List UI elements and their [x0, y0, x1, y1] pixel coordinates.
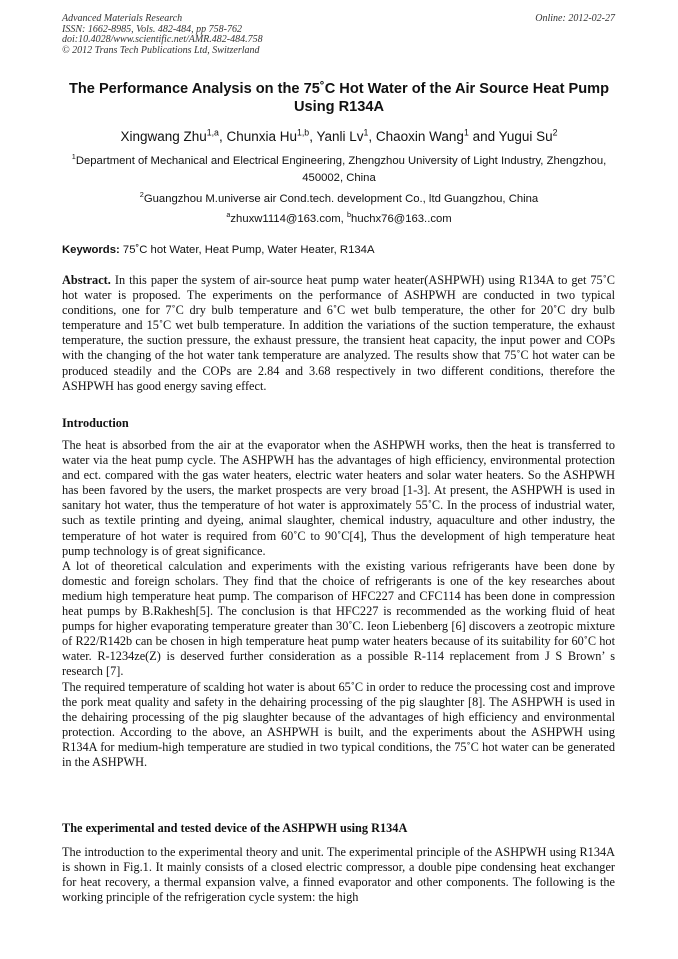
- paper-title: The Performance Analysis on the 75˚C Hot Water of the Air Source Heat Pump Using R134A: [68, 81, 610, 115]
- author-sup: 2: [552, 127, 558, 138]
- keywords-label: Keywords:: [62, 244, 120, 256]
- author-name: Yanli Lv: [316, 129, 364, 144]
- affiliation-1: [62, 153, 616, 186]
- keywords-text: 75˚C hot Water, Heat Pump, Water Heater, R134A: [122, 244, 375, 256]
- author-sup: 1,b: [297, 127, 310, 138]
- author-name: Chunxia Hu: [226, 129, 297, 144]
- affiliation-text: Department of Mechanical and Electrical Engineering, Zhengzhou University of Light Industry, Zhengzhou, 450002, China: [75, 155, 607, 184]
- email-sup: a: [226, 210, 231, 220]
- section-body: [62, 845, 615, 905]
- paragraph: The introduction to the experimental theory and unit. The experimental principle of the ASHPWH using R134A is shown in Fig.1. It mainly consists of a closed electric compressor, a double pipe condensing heat exchanger for heat recovery, a thermal expansion valve, a finned evaporator and other components. The following is the working principle of the refrigeration cycle system: the high: [62, 845, 615, 905]
- email-link[interactable]: huchx76@163..com: [351, 213, 452, 225]
- affiliation-sup: 1: [71, 152, 76, 162]
- author-sup: 1,a: [206, 127, 219, 138]
- author-name: Chaoxin Wang: [375, 129, 464, 144]
- journal-header: [62, 14, 263, 56]
- affiliation-2: [62, 191, 616, 208]
- author-name: Xingwang Zhu: [120, 129, 207, 144]
- author-sup: 1: [463, 127, 469, 138]
- copyright-line: © 2012 Trans Tech Publications Ltd, Switzerland: [62, 44, 260, 56]
- abstract-label: Abstract.: [62, 273, 111, 287]
- email-sup: b: [346, 210, 352, 220]
- abstract-text: In this paper the system of air-source heat pump water heater(ASHPWH) using R134A to get 75˚C hot water is proposed. The experiments on the performance of ASHPWH are conducted in two typical conditions, one for 7˚C dry bulb temperature and 6˚C wet bulb temperature, the other for 20˚C dry bulb temperature and 15˚C wet bulb temperature. In addition the variations of the suction temperature, the exhaust temperature, the suction pressure, the exhaust pressure, the transient heat capacity, the input power and COPs with the changing of the hot water tank temperature are analyzed. The results show that 75˚C hot water can be produced steadily and the COPs are 2.84 and 3.68 respectively in two different conditions, therefore the ASHPWH has good energy saving effect.: [62, 273, 615, 393]
- abstract: [62, 273, 615, 394]
- affiliation-text: Guangzhou M.universe air Cond.tech. development Co., ltd Guangzhou, China: [143, 193, 539, 205]
- affiliation-sup: 2: [139, 190, 144, 200]
- doi-line: doi:10.4028/www.scientific.net/AMR.482-484.758: [62, 34, 263, 45]
- introduction-heading: Introduction: [62, 416, 129, 430]
- paragraph: A lot of theoretical calculation and experiments with the existing various refrigerants have been done by domestic and foreign scholars. They find that the choice of refrigerants is one of the key researches about medium high temperature heat pump. The comparison of HFC227 and CFC114 has been done in compression heat pumps by B.Rakhesh[5]. The conclusion is that HFC227 is recommended as the working fluid of heat pumps for higher evaporating temperature greater than 30˚C. Ieon Liebenberg [6] discovers a zeotropic mixture of R22/R142b can be chosen in high temperature heat pump water heaters because of its suitability for 60˚C hot water. R-1234ze(Z) is deserved further consideration as a possible R-114 replacement from J S Brown’ s research [7].: [62, 558, 615, 679]
- paragraph: The required temperature of scalding hot water is about 65˚C in order to reduce the processing cost and improve the pork meat quality and safety in the dehairing processing of the pig slaughter [8]. The ASHPWH is used in the dehairing processing of the pig slaughter because of the advantages of high efficiency and environmental protection. According to the above, an ASHPWH is built, and the experiments about the ASHPWH using R134A for medium-high temperature are studied in two typical conditions, the 75˚C hot water can be generated in the ASHPWH.: [62, 679, 615, 769]
- paragraph: The heat is absorbed from the air at the evaporator when the ASHPWH works, then the heat is transferred to water via the heat pump cycle. The ASHPWH has the advantages of high efficiency, environmental protection and ect. compared with the gas water heaters, electric water heaters and solar water heaters. So the ASHPWH has been favored by the users, the market prospects are very broad [1-3]. At present, the ASHPWH is used in sanitary hot water, thus the temperature of hot water is approximately 55˚C. In the process of industrial water, such as textile printing and dyeing, animal slaughter, chemical industry, aquaculture and other industry, the temperature of hot water is required from 60˚C to 90˚C[4], Thus the development of high temperature heat pump technology is of great significance.: [62, 438, 615, 558]
- online-date: Online: 2012-02-27: [535, 13, 615, 24]
- author-name: Yugui Su: [498, 129, 553, 144]
- journal-name: Advanced Materials Research: [62, 13, 183, 24]
- section-heading: The experimental and tested device of the ASHPWH using R134A: [62, 821, 408, 835]
- author-emails: $^a$zhuxw1114@163.com, $^b$huchx76@163..com: [226, 210, 452, 225]
- keywords-line: [62, 243, 616, 257]
- email-link[interactable]: zhuxw1114@163.com: [230, 213, 341, 225]
- author-sup: 1: [363, 127, 369, 138]
- introduction-body: [62, 438, 615, 770]
- author-list: Xingwang Zhu$^{1,a}$, Chunxia Hu$^{1,b}$, Yanli Lv$^1$, Chaoxin Wang$^1$ and Yugui Su$^2$: [120, 127, 558, 144]
- issn-line: ISSN: 1662-8985, Vols. 482-484, pp 758-762: [62, 23, 242, 35]
